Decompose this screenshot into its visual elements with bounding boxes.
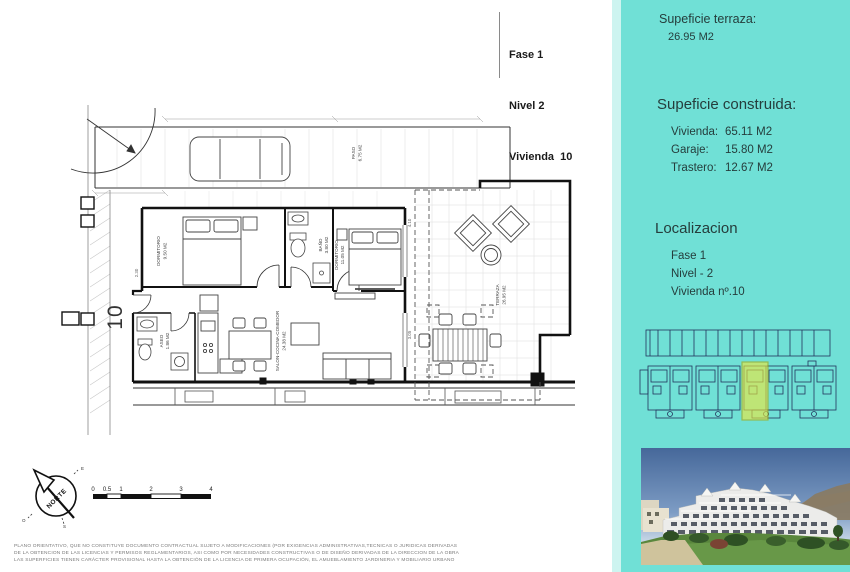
disclaimer xyxy=(14,543,476,564)
svg-text:E: E xyxy=(81,466,85,471)
coffee-table-icon xyxy=(291,323,319,345)
header-fase: Fase 1 xyxy=(509,49,544,61)
apartment-band xyxy=(640,366,836,418)
photo-main-building xyxy=(663,482,837,538)
svg-text:1: 1 xyxy=(119,487,123,493)
living-furniture xyxy=(229,293,391,379)
sofa-icon xyxy=(323,353,391,379)
car-icon xyxy=(190,137,290,181)
garage-row xyxy=(646,330,830,366)
construida-title: Supeficie construida: xyxy=(657,96,797,113)
disclaimer-line: PLANO ORIENTATIVO, QUE NO CONSTITUYE DOCUMENTO CONTRACTUAL SUJETO A MODIFICACIONES (POR EXIGENCIAS ADMINISTRATIVAS,TECNICAS O JURIDICAS DERIVADAS xyxy=(14,544,458,549)
localizacion-line: Nivel - 2 xyxy=(671,268,714,280)
svg-text:3: 3 xyxy=(179,487,183,493)
svg-text:3.05: 3.05 xyxy=(407,330,412,340)
svg-text:11.05 M2: 11.05 M2 xyxy=(340,245,345,265)
neighbor-strip xyxy=(133,388,575,405)
disclaimer-line: LAS SUPERFICIES TIENEN CARÁCTER PROVISIONAL HASTA LA OBTENCIÓN DE LA LICENCIA DE PRIMERA OCUPACIÓN, EL AMUEBLAMIENTO JARDINERIA Y MOBILIARIO URBANO xyxy=(14,558,455,563)
building-photo xyxy=(641,448,850,565)
svg-text:3.80 M2: 3.80 M2 xyxy=(324,236,329,254)
room-label-terraza: TERRAZA xyxy=(495,284,500,306)
svg-text:1.86 M2: 1.86 M2 xyxy=(165,332,170,350)
svg-text:0: 0 xyxy=(91,487,95,493)
north-arrow-icon xyxy=(34,470,74,518)
pilasters xyxy=(62,197,94,325)
room-label-bano: BAÑO xyxy=(318,238,323,252)
bed2-icon xyxy=(337,229,401,289)
compass-label: NORTE xyxy=(45,487,69,511)
north-compass xyxy=(18,458,94,530)
construida-rows xyxy=(671,123,773,177)
corridor-area xyxy=(71,108,510,207)
bed-icon xyxy=(183,217,257,285)
svg-text:2.30: 2.30 xyxy=(134,268,139,278)
header-divider xyxy=(499,12,500,78)
construida-row: Trastero: 12.67 M2 xyxy=(671,162,773,174)
terraza-title: Supeficie terraza: xyxy=(659,12,757,26)
svg-text:6.75 M2: 6.75 M2 xyxy=(357,144,363,162)
room-label-aseo: ASEO xyxy=(159,334,164,348)
header-nivel: Nivel 2 xyxy=(509,100,545,112)
localizacion-lines xyxy=(671,247,745,301)
svg-text:4.10: 4.10 xyxy=(407,218,412,228)
header-vivienda: Vivienda 10 xyxy=(509,151,573,163)
highlighted-unit xyxy=(742,362,768,420)
disclaimer-line: DE LA OBTENCION DE LAS LICENCIAS Y PERMISOS REGLAMENTARIOS, ASI COMO POR NECESIDADES CONSTRUCTIVAS O DE DISEÑO DERIVADAS DE LA DIRECCION DE LA OBRA xyxy=(14,551,460,556)
svg-text:24.38 M2: 24.38 M2 xyxy=(281,331,287,351)
svg-text:2: 2 xyxy=(149,487,153,493)
svg-text:S: S xyxy=(63,524,67,529)
turning-arc xyxy=(71,108,155,173)
svg-text:4: 4 xyxy=(209,487,213,493)
construida-row: Garaje: 15.80 M2 xyxy=(671,144,773,156)
info-panel xyxy=(612,0,850,572)
dining-table-icon xyxy=(229,331,271,359)
room-label-dormitorio2: DORMITORIO xyxy=(334,240,339,270)
localizacion-line: Vivienda nº.10 xyxy=(671,286,745,298)
room-label-salon: SALON-COCINA-COMEDOR xyxy=(275,310,280,372)
lounge-chair-icon xyxy=(493,206,530,243)
construida-row: Vivienda: 65.11 M2 xyxy=(671,126,773,138)
room-label-paso: PASO xyxy=(351,146,356,160)
svg-text:0.5: 0.5 xyxy=(102,487,112,493)
site-locator-plan xyxy=(638,314,838,426)
lounge-chair-icon xyxy=(455,215,492,252)
passage-strip xyxy=(88,105,110,435)
unit-number: 10 xyxy=(104,304,127,330)
tv-bench-icon xyxy=(335,293,375,299)
room-label-dormitorio1: DORMITORIO xyxy=(156,236,161,266)
localizacion-title: Localizacion xyxy=(655,220,738,237)
scale-bar xyxy=(85,482,225,508)
svg-text:9.50 M2: 9.50 M2 xyxy=(162,242,168,260)
localizacion-line: Fase 1 xyxy=(671,250,707,262)
svg-text:26.95 M2: 26.95 M2 xyxy=(501,285,507,305)
terraza-value: 26.95 M2 xyxy=(668,31,714,43)
svg-text:O: O xyxy=(22,518,26,523)
floor-plan xyxy=(35,105,575,450)
